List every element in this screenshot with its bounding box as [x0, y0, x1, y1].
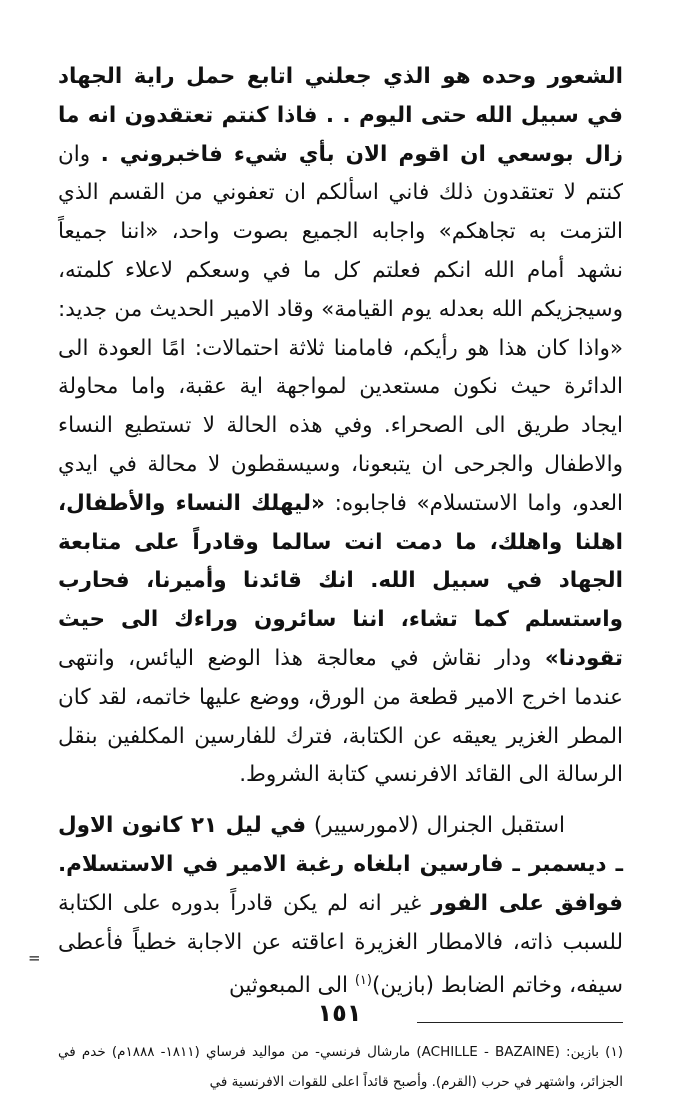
footnote-reference: (١) — [354, 973, 372, 989]
body-paragraph-1 — [58, 58, 623, 795]
continuation-mark: = — [28, 949, 41, 967]
paragraph-2-bold-span-2: في ليل ٢١ كانون الاول ـ ديسمبر ـ فارسين ابلغاه رغبة الامير في الاستسلام. فوافق على الفور — [58, 813, 623, 916]
body-paragraph-2 — [58, 807, 623, 1006]
paragraph-2-span-3: غير انه لم يكن قادراً بدوره على الكتابة للسبب ذاته، فالامطار الغزيرة اعاقته عن الاجابة خطياً فأعطى سيفه، وخاتم الضابط (بازين) — [58, 890, 623, 999]
paragraph-2-span-1: استقبل الجنرال (لامورسيير) — [306, 813, 565, 839]
paragraph-1-bold-span-4: «ليهلك النساء والأطفال، اهلنا واهلك، ما دمت انت سالما وقادراً على متابعة الجهاد في سبيل الله. انك قائدنا وأميرنا، فحارب واستسلم كما تشاء، اننا سائرون وراءك الى حيث تقودنا» — [58, 490, 623, 671]
paragraph-1-span-2: وان كنتم لا تعتقدون ذلك فاني اسألكم ان تعفوني من القسم الذي التزمت به تجاهكم» — [58, 141, 623, 245]
paragraph-1-span-3: واجابه الجميع بصوت واحد، «اننا جميعاً نشهد أمام الله انكم فعلتم كل ما في وسعكم لاعلاء كلمته، وسيجزيكم الله بعدله يوم القيامة» وقاد الامير الحديث من جديد: «واذا كان هذا هو رأيكم، فامامنا ثلاثة احتمالات: امًا العودة الى الدائرة حيث نكون مستعدين لمواجهة اية عقبة، واما محاولة ايجاد طريق الى الصحراء. وفي هذه الحالة لا تستطيع النساء والاطفال والجرحى ان يتبعونا، وسيسقطون لا محالة في ايدي العدو، واما الاستسلام» فاجابوه: — [58, 219, 623, 516]
footnote: (١) بازين: (ACHILLE - BAZAINE) مارشال فرنسي- من مواليد فرساي (١٨١١- ١٨٨٨م) خدم في الجزائر، واشتهر في حرب (القرم). وأصبح قائداً اعلى للقوات الافرنسية في — [58, 1044, 623, 1091]
paragraph-1-bold-span-1: الشعور وحده هو الذي جعلني اتابع حمل راية الجهاد في سبيل الله حتى اليوم . . فاذا كنتم تعتقدون انه ما زال بوسعي ان اقوم الان بأي شيء فاخبروني . — [58, 64, 623, 167]
paragraph-1-span-5: ودار نقاش في معالجة هذا الوضع اليائس، وانتهى عندما اخرج الامير قطعة من الورق، ووضع عليها خاتمه، لقد كان المطر الغزير يعيقه عن الكتابة، فترك للفارسين المكلفين بنقل الرسالة الى القائد الافرنسي كتابة الشروط. — [58, 645, 623, 788]
page-number: ١٥١ — [317, 999, 362, 1027]
document-page — [58, 58, 623, 1091]
paragraph-2-span-4: الى المبعوثين — [228, 973, 355, 999]
